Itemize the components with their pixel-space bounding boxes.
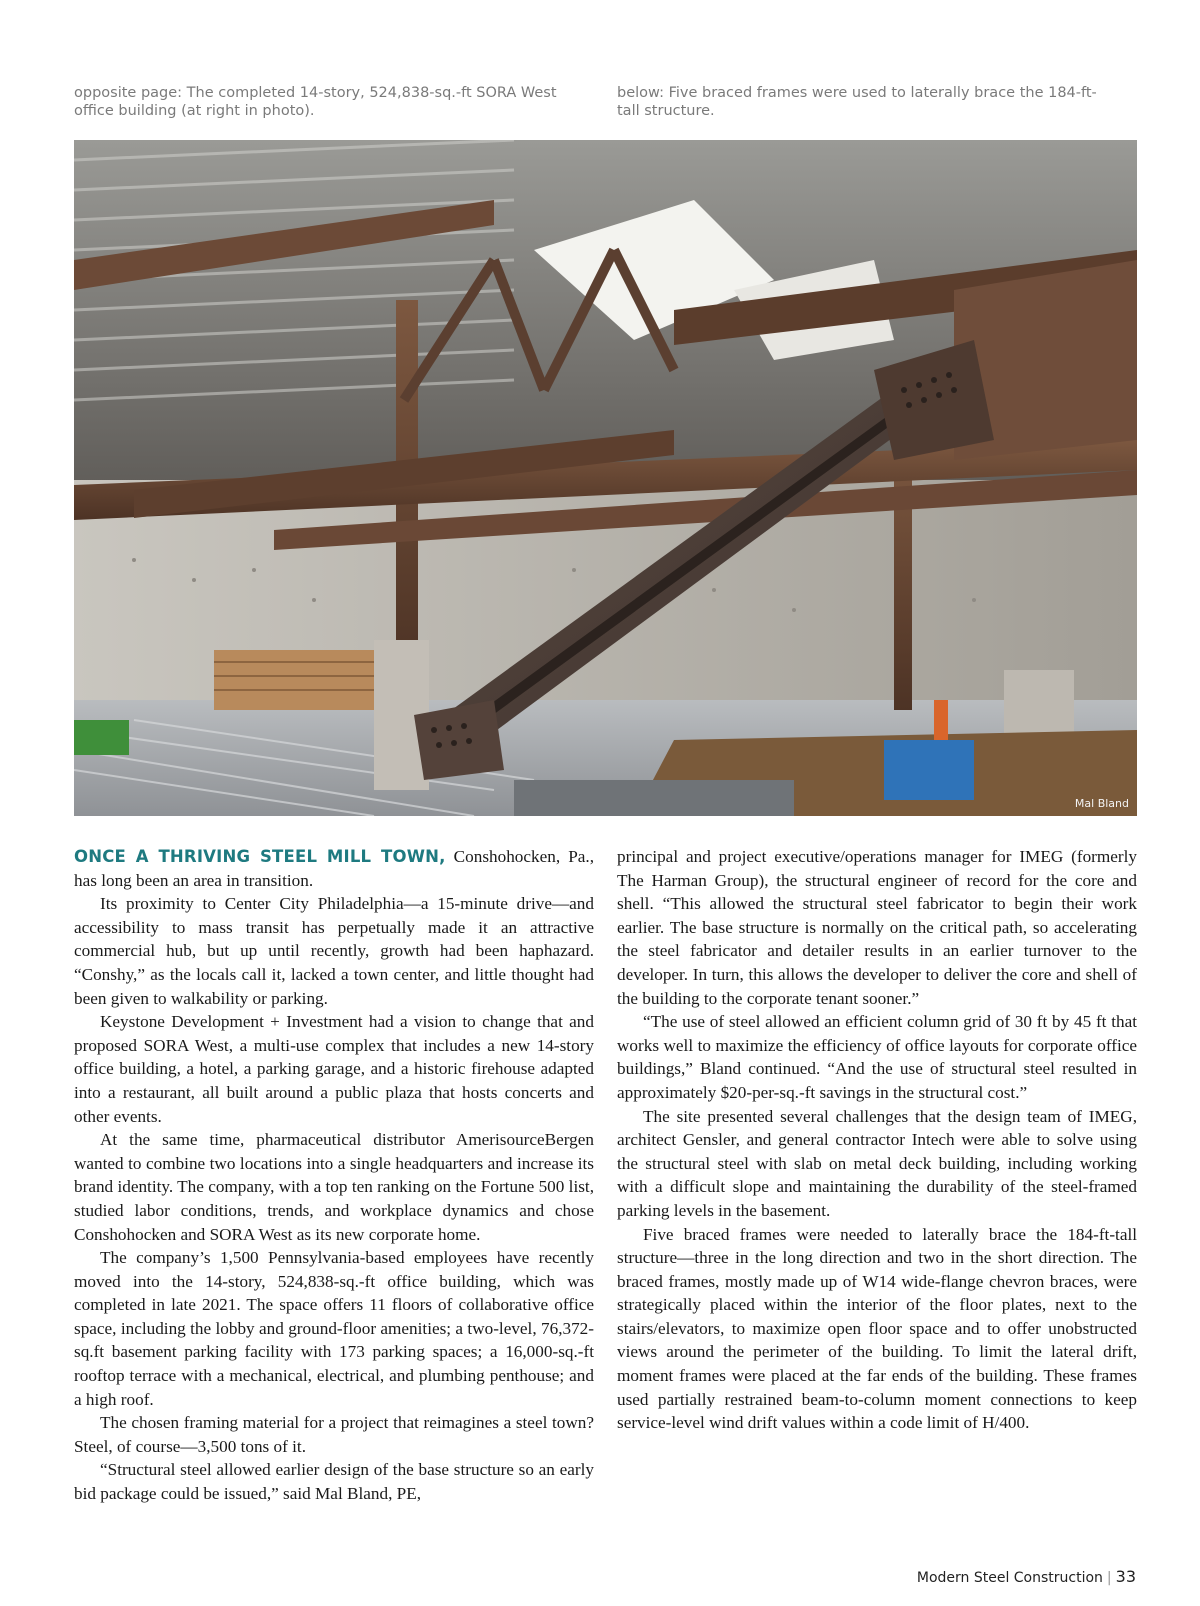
article-column-left [74,845,594,1506]
construction-photo [74,140,1137,816]
footer-separator: | [1106,1570,1112,1586]
article-paragraph: “The use of steel allowed an efficient column grid of 30 ft by 45 ft that works well to maximize the efficiency of office layouts for corporate office buildings,” Bland continued. “And the use of structural steel resulted in approximately $20-per-sq.-ft savings in the structural cost.” [617,1012,1137,1102]
article-intro-paragraph [74,845,594,892]
article-paragraph: The chosen framing material for a project that reimagines a steel town? Steel, of course—3,500 tons of it. [74,1413,594,1456]
page-footer [917,1567,1136,1586]
article-paragraph: principal and project executive/operations manager for IMEG (formerly The Harman Group), the structural engineer of record for the core and shell. “This allowed the structural steel fabricator to begin their work earlier. The base structure is normally on the critical path, so accelerating the steel fabricator and detailer results in an earlier turnover to the developer. In turn, this allows the developer to deliver the core and shell of the building to the corporate tenant sooner.” [617,847,1137,1008]
page-number: 33 [1115,1567,1136,1586]
article-paragraph: At the same time, pharmaceutical distributor AmerisourceBergen wanted to combine two locations into a single headquarters and increase its brand identity. The company, with a top ten ranking on the Fortune 500 list, studied labor conditions, trends, and workplace dynamics and chose Conshohocken and SORA West as its new corporate home. [74,1130,594,1244]
photo-caption-right: below: Five braced frames were used to laterally brace the 184-ft-tall structure. [617,85,1097,119]
publication-name: Modern Steel Construction [916,1570,1103,1586]
article-paragraph: The company’s 1,500 Pennsylvania-based employees have recently moved into the 14-story, 524,838-sq.-ft office building, which was completed in late 2021. The space offers 11 floors of collaborative office space, including the lobby and ground-floor amenities; a two-level, 76,372-sq.ft basement parking facility with 173 parking spaces; a 16,000-sq.-ft rooftop terrace with a mechanical, electrical, and plumbing penthouse; and a high roof. [74,1248,594,1409]
article-paragraph: “Structural steel allowed earlier design of the base structure so an early bid package could be issued,” said Mal Bland, PE, [74,1460,594,1504]
article-paragraph: The site presented several challenges that the design team of IMEG, architect Gensler, and general contractor Intech were able to solve using the structural steel with slab on metal deck building, including working with a difficult slope and maintaining the durability of the steel-framed parking levels in the basement. [617,1106,1137,1220]
photo-caption-left: opposite page: The completed 14-story, 524,838-sq.-ft SORA West office building (at right in photo). [74,85,557,119]
intro-text: Conshohocken, Pa., has long been an area in transition. [74,847,594,890]
photo-credit: Mal Bland [1074,797,1129,810]
lead-in-heading: ONCE A THRIVING STEEL MILL TOWN, [74,847,446,866]
article-paragraph: Its proximity to Center City Philadelphia—a 15-minute drive—and accessibility to mass transit has perpetually made it an attractive commercial hub, but up until recently, growth had been haphazard. “Conshy,” as the locals call it, lacked a town center, and little thought had been given to walkability or parking. [74,894,594,1008]
article-paragraph: Keystone Development + Investment had a vision to change that and proposed SORA West, a multi-use complex that includes a new 14-story office building, a hotel, a parking garage, and a historic firehouse adapted into a restaurant, all built around a public plaza that hosts concerts and other events. [74,1012,594,1126]
article-column-right [617,845,1137,1435]
article-paragraph: Five braced frames were needed to laterally brace the 184-ft-tall structure—three in the long direction and two in the short direction. The braced frames, mostly made up of W14 wide-flange chevron braces, were strategically placed within the interior of the floor plates, next to the stairs/elevators, to maximize open floor space and to offer unobstructed views around the perimeter of the building. To limit the lateral drift, moment frames were placed at the far ends of the building. These frames used partially restrained beam-to-column moment connections to keep service-level wind drift values within a code limit of H/400. [617,1224,1137,1433]
